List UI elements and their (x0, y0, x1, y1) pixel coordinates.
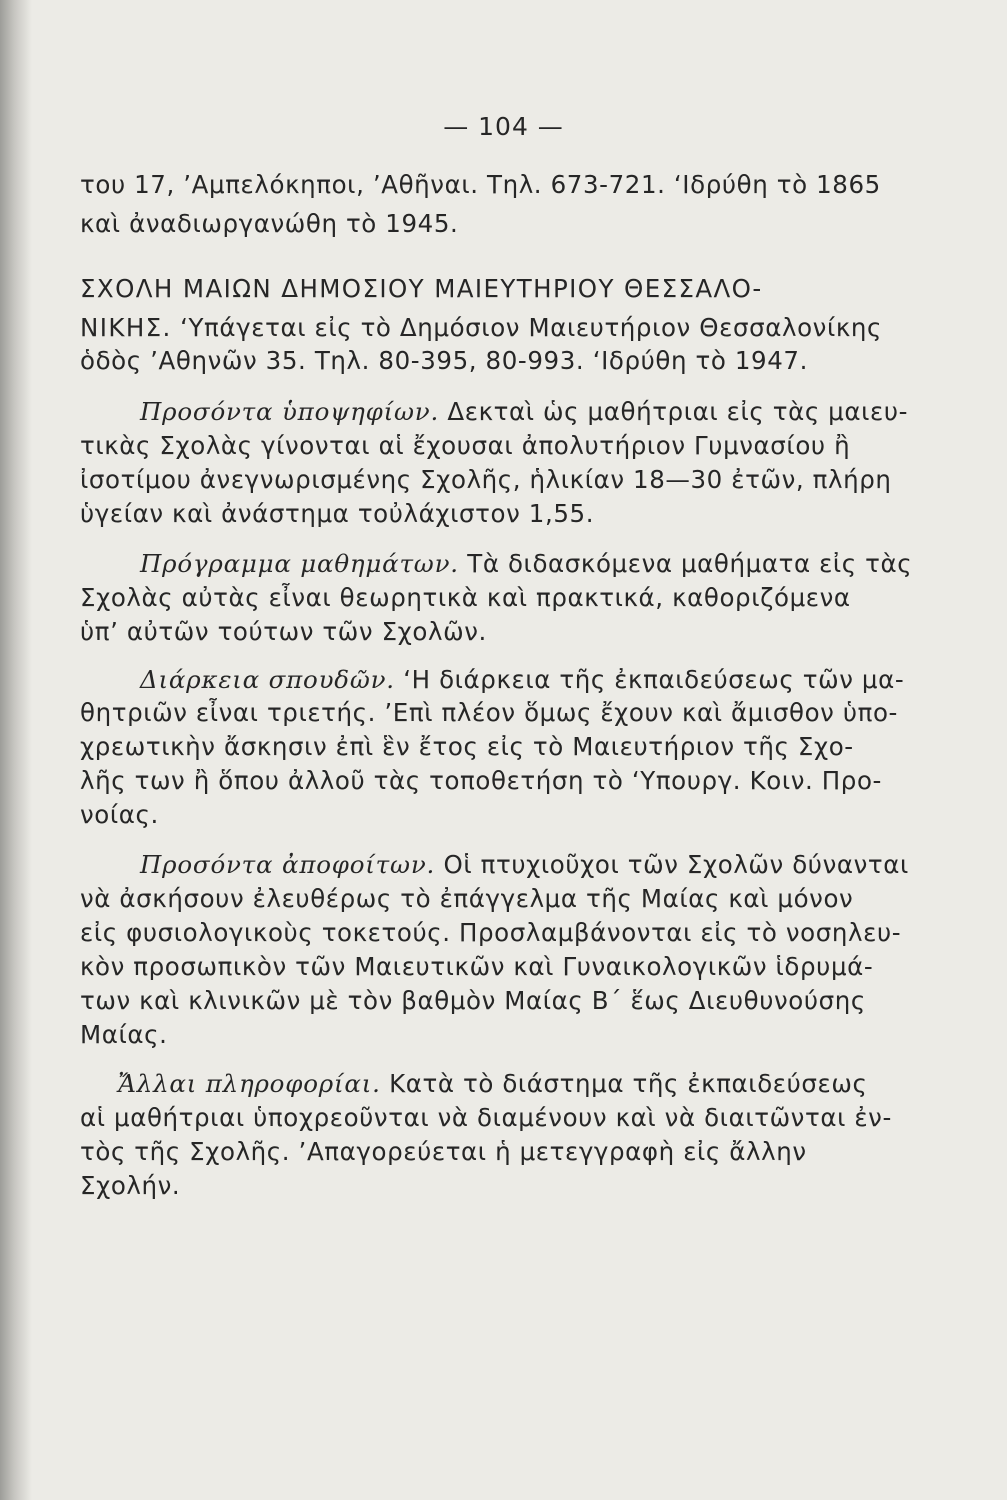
paragraph-text: ‘Η διάρκεια τῆς ἐκπαιδεύσεως τῶν μα- (394, 665, 905, 694)
paragraph-text: Τὰ διδασκόμενα μαθήματα εἰς τὰς (458, 549, 913, 578)
paragraph-line: Σχολήν. (80, 1171, 181, 1200)
paragraph-first-line (140, 397, 930, 427)
paragraph-line: κὸν προσωπικὸν τῶν Μαιευτικῶν καὶ Γυναικολογικῶν ἱδρυμά- (80, 952, 874, 981)
subsection-heading: Προσόντα ἀποφοίτων. (140, 850, 436, 879)
paragraph-text: Οἱ πτυχιοῦχοι τῶν Σχολῶν δύνανται (435, 850, 909, 879)
paragraph-first-line (118, 1069, 930, 1099)
paragraph-text: Δεκταὶ ὡς μαθήτριαι εἰς τὰς μαιευ- (439, 397, 909, 426)
paragraph-line: ὁδὸς ’Αθηνῶν 35. Τηλ. 80-395, 80-993. ‘Ιδρύθη τὸ 1947. (80, 346, 809, 375)
subsection-heading: Ἄλλαι πληροφορίαι. (118, 1069, 381, 1098)
paragraph-first-line (140, 549, 930, 579)
paragraph-line: ὑγείαν καὶ ἀνάστημα τοὐλάχιστον 1,55. (80, 499, 595, 528)
paragraph-line: αἱ μαθήτριαι ὑποχρεοῦνται νὰ διαμένουν καὶ νὰ διαιτῶνται ἐν- (80, 1103, 892, 1132)
paragraph-line: καὶ ἀναδιωργανώθη τὸ 1945. (80, 209, 459, 238)
paragraph-line: τικὰς Σχολὰς γίνονται αἱ ἔχουσαι ἀπολυτήριον Γυμνασίου ἢ (80, 431, 851, 460)
subsection-heading: Διάρκεια σπουδῶν. (140, 665, 395, 694)
paragraph-text: ‘Υπάγεται εἰς τὸ Δημόσιον Μαιευτήριον Θεσσαλονίκης (171, 313, 882, 342)
paragraph-first-line (140, 850, 930, 880)
paragraph-line: εἰς φυσιολογικοὺς τοκετούς. Προσλαμβάνονται εἰς τὸ νοσηλευ- (80, 918, 902, 947)
paragraph-line: Μαίας. (80, 1020, 168, 1049)
paragraph-line: των καὶ κλινικῶν μὲ τὸν βαθμὸν Μαίας Β΄ ἕως Διευθυνούσης (80, 986, 866, 1015)
section-title-continued: ΝΙΚΗΣ. (80, 313, 172, 342)
paragraph-line: Σχολὰς αὐτὰς εἶναι θεωρητικὰ καὶ πρακτικά, καθοριζόμενα (80, 583, 851, 612)
paragraph-line: νοίας. (80, 800, 159, 829)
subsection-heading: Προσόντα ὑποψηφίων. (140, 397, 440, 426)
section-title: ΣΧΟΛΗ ΜΑΙΩΝ ΔΗΜΟΣΙΟΥ ΜΑΙΕΥΤΗΡΙΟΥ ΘΕΣΣΑΛΟ- (80, 274, 763, 303)
paragraph-line: νὰ ἀσκήσουν ἐλευθέρως τὸ ἐπάγγελμα τῆς Μαίας καὶ μόνον (80, 884, 854, 913)
paragraph-line: ἰσοτίμου ἀνεγνωρισμένης Σχολῆς, ἡλικίαν 18—30 ἐτῶν, πλήρη (80, 465, 892, 494)
page-number: — 104 — (443, 112, 564, 141)
paragraph-line: ὑπ’ αὐτῶν τούτων τῶν Σχολῶν. (80, 617, 487, 646)
paragraph-line: τὸς τῆς Σχολῆς. ’Απαγορεύεται ἡ μετεγγραφὴ εἰς ἄλλην (80, 1137, 807, 1166)
paragraph-line (80, 313, 930, 343)
paragraph-line: του 17, ’Αμπελόκηποι, ’Αθῆναι. Τηλ. 673-721. ‘Ιδρύθη τὸ 1865 (80, 170, 881, 199)
subsection-heading: Πρόγραμμα μαθημάτων. (140, 549, 459, 578)
paragraph-line: λῆς των ἢ ὅπου ἀλλοῦ τὰς τοποθετήση τὸ ‘Υπουργ. Κοιν. Προ- (80, 766, 882, 795)
paragraph-line: θητριῶν εἶναι τριετής. ’Επὶ πλέον ὅμως ἔχουν καὶ ἄμισθον ὑπο- (80, 698, 898, 727)
paragraph-line: χρεωτικὴν ἄσκησιν ἐπὶ ἓν ἔτος εἰς τὸ Μαιευτήριον τῆς Σχο- (80, 732, 854, 761)
paragraph-first-line (140, 665, 930, 695)
paragraph-text: Κατὰ τὸ διάστημα τῆς ἐκπαιδεύσεως (380, 1069, 868, 1098)
page-spine-shadow (0, 0, 32, 1500)
